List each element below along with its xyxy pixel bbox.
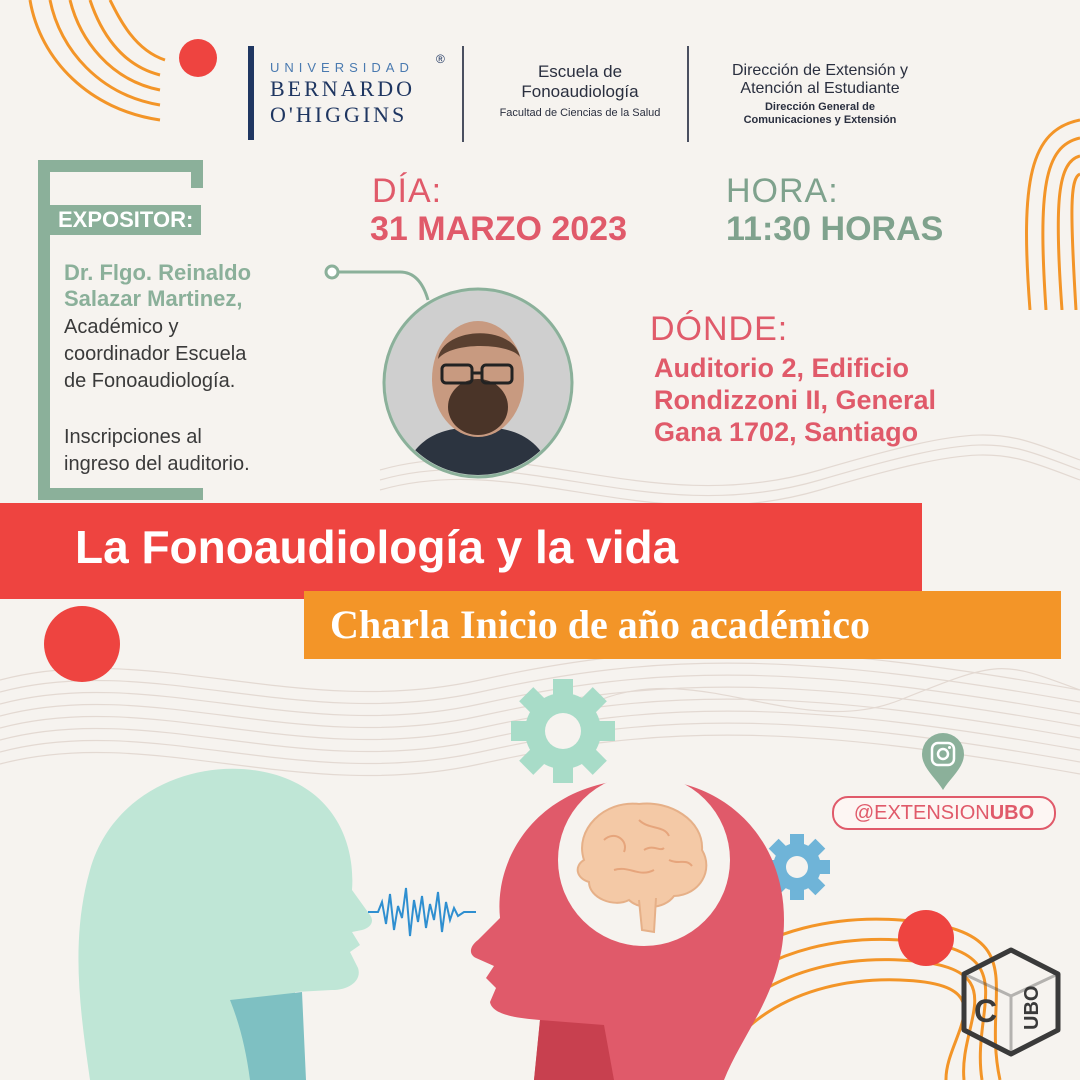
speaker-frame-top	[38, 160, 203, 172]
school-line1: Escuela de	[537, 62, 623, 81]
university-line1: BERNARDO	[270, 76, 416, 101]
event-title: La Fonoaudiología y la vida	[75, 521, 679, 573]
university-line2: O'HIGGINS	[270, 102, 408, 127]
registered-mark: ®	[436, 52, 445, 66]
time-label: HORA:	[726, 172, 839, 210]
sound-wave-icon	[368, 880, 476, 944]
place-value	[654, 352, 936, 448]
direction-sub1: Dirección General de	[764, 101, 876, 113]
place-line1: Auditorio 2, Edificio	[654, 353, 909, 383]
handle-prefix: @EXTENSION	[853, 802, 990, 824]
event-subtitle: Charla Inicio de año académico	[330, 602, 870, 647]
speaker-role-line1: Académico y	[64, 316, 179, 338]
red-dot-top	[178, 38, 218, 78]
red-dot-bottom-right	[896, 908, 956, 968]
green-head-illustration	[70, 740, 380, 1080]
header-divider-1	[462, 46, 464, 142]
red-dot-left	[42, 604, 122, 684]
instagram-icon	[918, 730, 968, 792]
place-label: DÓNDE:	[650, 310, 789, 348]
speaker-label: EXPOSITOR:	[50, 205, 201, 235]
cubo-logo	[958, 946, 1064, 1058]
speaker-frame-bottom	[38, 488, 203, 500]
orange-arches-right	[1010, 110, 1080, 310]
speaker-role-line2: coordinador Escuela	[64, 343, 247, 365]
handle-bold: UBO	[989, 802, 1035, 824]
red-head-illustration	[464, 770, 804, 1080]
registration-line2: ingreso del auditorio.	[64, 453, 250, 475]
speaker-name-line1: Dr. Flgo. Reinaldo	[64, 260, 252, 285]
registration-note	[64, 424, 250, 478]
direction-line1: Dirección de Extensión y	[731, 62, 909, 79]
direction-line2: Atención al Estudiante	[740, 80, 900, 97]
svg-text:C: C	[974, 993, 998, 1029]
instagram-handle[interactable]	[832, 796, 1056, 830]
speaker-name	[64, 260, 251, 312]
time-value: 11:30 HORAS	[726, 210, 944, 248]
school-block	[480, 62, 680, 124]
date-value: 31 MARZO 2023	[370, 210, 627, 248]
speaker-role-line3: de Fonoaudiología.	[64, 370, 236, 392]
speaker-photo	[382, 287, 574, 479]
date-label: DÍA:	[372, 172, 443, 210]
speaker-frame-tick	[191, 160, 203, 188]
place-line3: Gana 1702, Santiago	[654, 417, 919, 447]
header-divider-2	[687, 46, 689, 142]
svg-text:UBO: UBO	[1021, 985, 1043, 1030]
school-faculty: Facultad de Ciencias de la Salud	[499, 107, 661, 119]
speaker-name-line2: Salazar Martinez,	[64, 286, 243, 311]
place-line2: Rondizzoni II, General	[654, 385, 937, 415]
school-line2: Fonoaudiología	[521, 82, 639, 101]
registration-line1: Inscripciones al	[64, 426, 202, 448]
university-small: UNIVERSIDAD	[270, 60, 414, 75]
university-logo-bar	[248, 46, 254, 140]
speaker-role	[64, 314, 246, 395]
speaker-frame-left	[38, 160, 50, 500]
direction-sub2: Comunicaciones y Extensión	[743, 114, 897, 126]
direction-block	[700, 62, 940, 127]
